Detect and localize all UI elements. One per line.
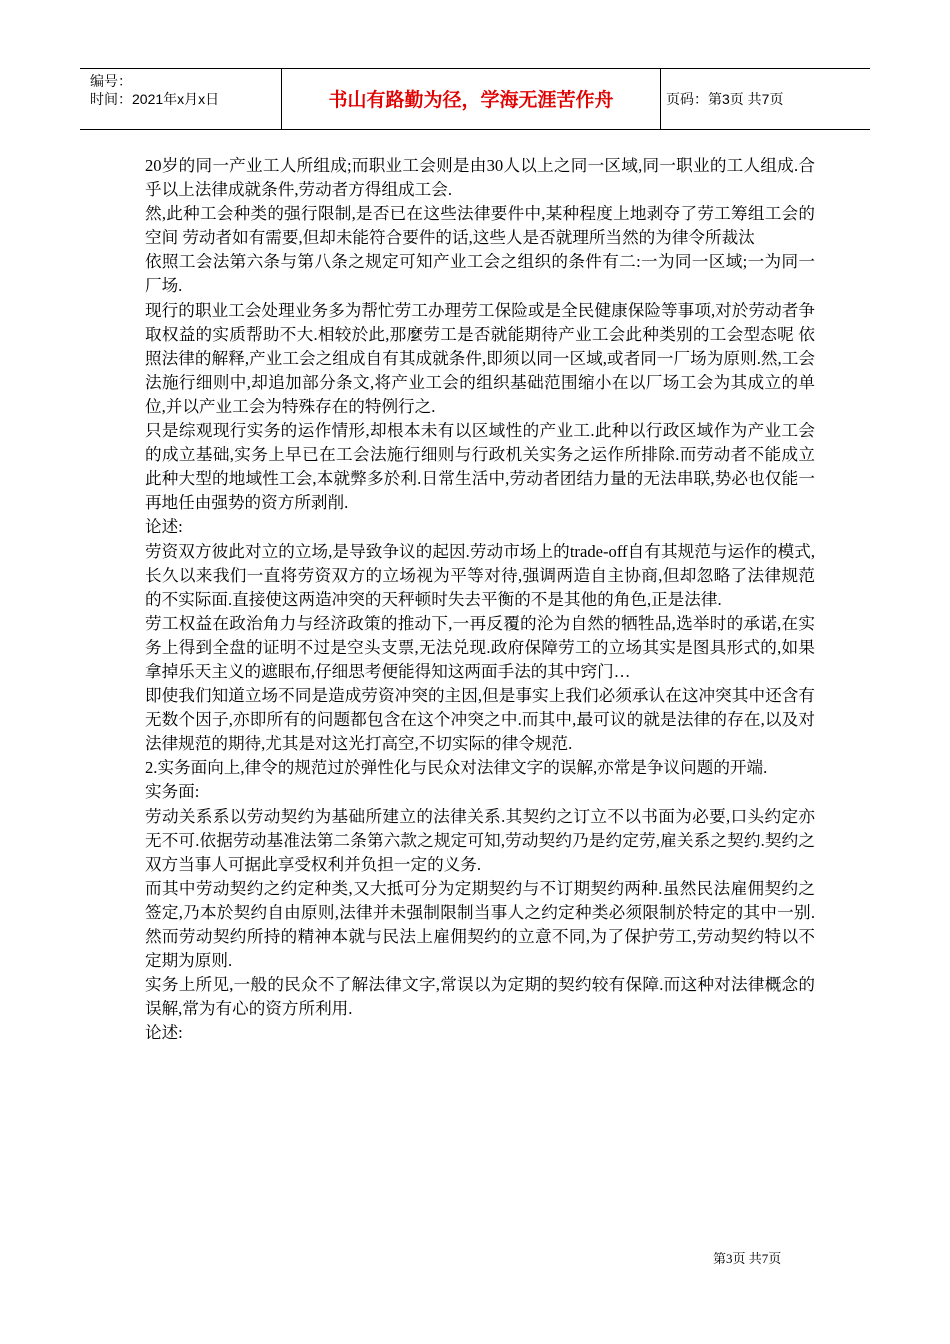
document-number: 编号：	[90, 73, 132, 89]
paragraph: 而其中劳动契约之约定种类,又大抵可分为定期契约与不订期契约两种.虽然民法雇佣契约之签定,乃本於契约自由原则,法律并未强制限制当事人之约定种类必须限制於特定的其中一别.然而劳动契约所持的精神本就与民法上雇佣契约的立意不同,为了保护劳工,劳动契约特以不定期为原则.	[145, 878, 815, 971]
paragraph: 实务上所见,一般的民众不了解法律文字,常误以为定期的契约较有保障.而这种对法律概念的误解,常为有心的资方所利用.	[145, 975, 815, 1019]
paragraph: 劳动关系系以劳动契约为基础所建立的法律关系.其契约之订立不以书面为必要,口头约定亦无不可.依据劳动基准法第二条第六款之规定可知,劳动契约乃是约定劳,雇关系之契约.契约之双方当事人可据此享受权利并负担一定的义务.	[145, 806, 815, 874]
header-motto-cell	[281, 69, 661, 129]
page-header	[80, 68, 870, 130]
document-date: 时间：2021年x月x日	[90, 91, 220, 107]
paragraph: 然,此种工会种类的强行限制,是否已在这些法律要件中,某种程度上地剥夺了劳工筹组工会的空间 劳动者如有需要,但却未能符合要件的话,这些人是否就理所当然的为律令所裁汰	[145, 204, 815, 248]
page-footer: 第3页 共7页	[713, 1251, 782, 1266]
paragraph: 即使我们知道立场不同是造成劳资冲突的主因,但是事实上我们必须承认在这冲突其中还含有无数个因子,亦即所有的问题都包含在这个冲突之中.而其中,最可议的就是法律的存在,以及对法律规范的期待,尤其是对这光打高空,不切实际的律令规范.	[145, 686, 815, 754]
header-left-cell	[80, 69, 280, 129]
paragraph: 依照工会法第六条与第八条之规定可知产业工会之组织的条件有二:一为同一区域;一为同一厂场.	[145, 252, 815, 296]
section-label: 论述:	[145, 1023, 183, 1043]
paragraph: 劳工权益在政治角力与经济政策的推动下,一再反覆的沦为自然的牺牲品,选举时的承诺,在实务上得到全盘的证明不过是空头支票,无法兑现.政府保障劳工的立场其实是图具形式的,如果拿掉乐天主义的遮眼布,仔细思考便能得知这两面手法的其中窍门…	[145, 613, 815, 681]
paragraph: 劳资双方彼此对立的立场,是导致争议的起因.劳动市场上的trade-off自有其规范与运作的模式,长久以来我们一直将劳资双方的立场视为平等对待,强调两造自主协商,但却忽略了法律规范的不实际面.直接使这两造冲突的天秤顿时失去平衡的不是其他的角色,正是法律.	[145, 541, 815, 609]
paragraph: 20岁的同一产业工人所组成;而职业工会则是由30人以上之同一区域,同一职业的工人组成.合乎以上法律成就条件,劳动者方得组成工会.	[145, 156, 815, 200]
section-label: 实务面:	[145, 782, 200, 802]
body-text	[145, 154, 815, 1045]
paragraph: 只是综观现行实务的运作情形,却根本未有以区域性的产业工.此种以行政区域作为产业工会的成立基础,实务上早已在工会法施行细则与行政机关实务之运作所排除.而劳动者不能成立此种大型的地域性工会,本就弊多於利.日常生活中,劳动者团结力量的无法串联,势必也仅能一再地任由强势的资方所剥削.	[145, 421, 815, 513]
header-motto: 书山有路勤为径，学海无涯苦作舟	[328, 89, 614, 111]
paragraph: 2.实务面向上,律令的规范过於弹性化与民众对法律文字的误解,亦常是争议问题的开端.	[145, 758, 768, 778]
section-label: 论述:	[145, 517, 183, 537]
header-right-cell	[660, 69, 870, 129]
paragraph: 现行的职业工会处理业务多为帮忙劳工办理劳工保险或是全民健康保险等事项,对於劳动者争取权益的实质帮助不大.相较於此,那麼劳工是否就能期待产业工会此种类别的工会型态呢 依照法律的解释,产业工会之组成自有其成就条件,即须以同一区域,或者同一厂场为原则.然,工会法施行细则中,却追加部分条文,将产业工会的组织基础范围缩小在以厂场工会为其成立的单位,并以产业工会为特殊存在的特例行之.	[145, 300, 815, 416]
header-page-number: 页码：第3页 共7页	[666, 91, 784, 107]
